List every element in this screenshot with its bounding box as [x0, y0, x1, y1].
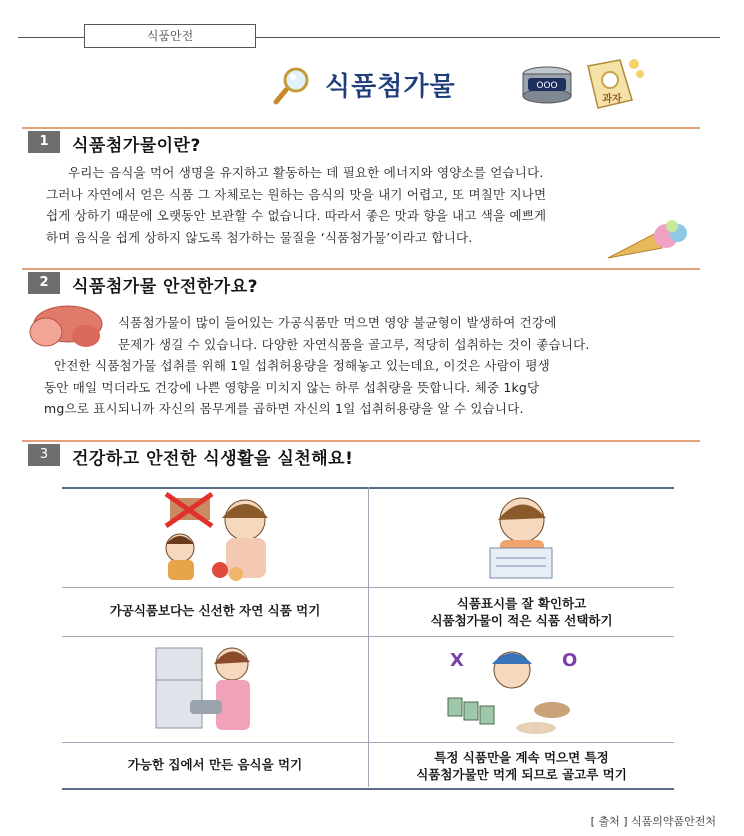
tip-fresh-food	[62, 602, 368, 619]
table-divider	[62, 587, 674, 588]
section-2-text	[44, 312, 714, 420]
text-line: 동안 매일 먹더라도 건강에 나쁜 영향을 미치지 않는 하루 섭취량을 뜻합니다. 체중 1kg당	[44, 379, 540, 395]
x-mark-icon: X	[450, 650, 464, 671]
section-1-title: 식품첨가물이란?	[72, 136, 201, 156]
text-line: 하며 음식을 쉽게 상하지 않도록 첨가하는 물질을 ‘식품첨가물’이라고 합니다.	[46, 229, 473, 245]
section-3-rule	[22, 440, 700, 442]
text-line: 식품첨가물이 많이 들어있는 가공식품만 먹으면 영양 불균형이 발생하여 건강에	[118, 315, 557, 330]
section-2-title: 식품첨가물 안전한가요?	[72, 277, 258, 297]
tip-line: 식품표시를 잘 확인하고	[456, 596, 587, 611]
tip-home-food	[62, 756, 368, 773]
food-label-illustration	[460, 490, 580, 585]
section-3-number: 3	[28, 444, 60, 466]
tip-food-labels	[369, 595, 674, 629]
snack-bag-icon	[580, 56, 648, 112]
tip-line: 식품첨가물이 적은 식품 선택하기	[430, 613, 613, 628]
balanced-diet-illustration	[440, 640, 580, 740]
text-line: 안전한 식품첨가물 섭취를 위해 1일 섭취허용량을 정해놓고 있는데요, 이것은 사람이 평생	[54, 358, 550, 373]
section-1-rule	[22, 127, 700, 129]
fresh-food-illustration	[150, 490, 290, 585]
table-divider	[62, 742, 674, 743]
text-line: mg으로 표시되니까 자신의 몸무게를 곱하면 자신의 1일 섭취허용량을 알 수 있습니다.	[44, 401, 524, 416]
magnifier-icon	[272, 66, 312, 106]
text-line: 그러나 자연에서 얻은 식품 그 자체로는 원하는 음식의 맛을 내기 어렵고, 또 며칠만 지나면	[46, 186, 547, 202]
section-3-title: 건강하고 안전한 식생활을 실천해요!	[72, 449, 354, 469]
text-line: 쉽게 상하기 때문에 오랫동안 보관할 수 없습니다. 따라서 좋은 맛과 향을 내고 색을 예쁘게	[46, 208, 547, 223]
home-cooking-illustration	[150, 640, 280, 740]
source-credit: [ 출처 ] 식품의약품안전처	[590, 815, 716, 828]
category-label: 식품안전	[84, 24, 256, 48]
tip-line: 가공식품보다는 신선한 자연 식품 먹기	[109, 603, 321, 618]
section-2-rule	[22, 268, 700, 270]
table-divider	[62, 636, 674, 637]
canned-food-icon	[520, 64, 574, 106]
text-line: 문제가 생길 수 있습니다. 다양한 자연식품을 골고루, 적당히 섭취하는 것이 좋습니다.	[118, 336, 590, 352]
page-title: 식품첨가물	[325, 72, 456, 102]
o-mark-icon: O	[562, 650, 578, 671]
section-1-number: 1	[28, 131, 60, 153]
can-label: OOO	[536, 81, 558, 91]
ice-cream-icon	[604, 220, 690, 264]
snack-label: 과자	[602, 94, 622, 105]
tip-balanced-diet	[369, 749, 674, 783]
tip-line: 식품첨가물만 먹게 되므로 골고루 먹기	[416, 767, 627, 782]
tip-line: 가능한 집에서 만든 음식을 먹기	[127, 757, 303, 772]
section-2-number: 2	[28, 272, 60, 294]
text-line: 우리는 음식을 먹어 생명을 유지하고 활동하는 데 필요한 에너지와 영양소를 얻습니다.	[68, 165, 544, 180]
tip-line: 특정 식품만을 계속 먹으면 특정	[434, 750, 609, 765]
